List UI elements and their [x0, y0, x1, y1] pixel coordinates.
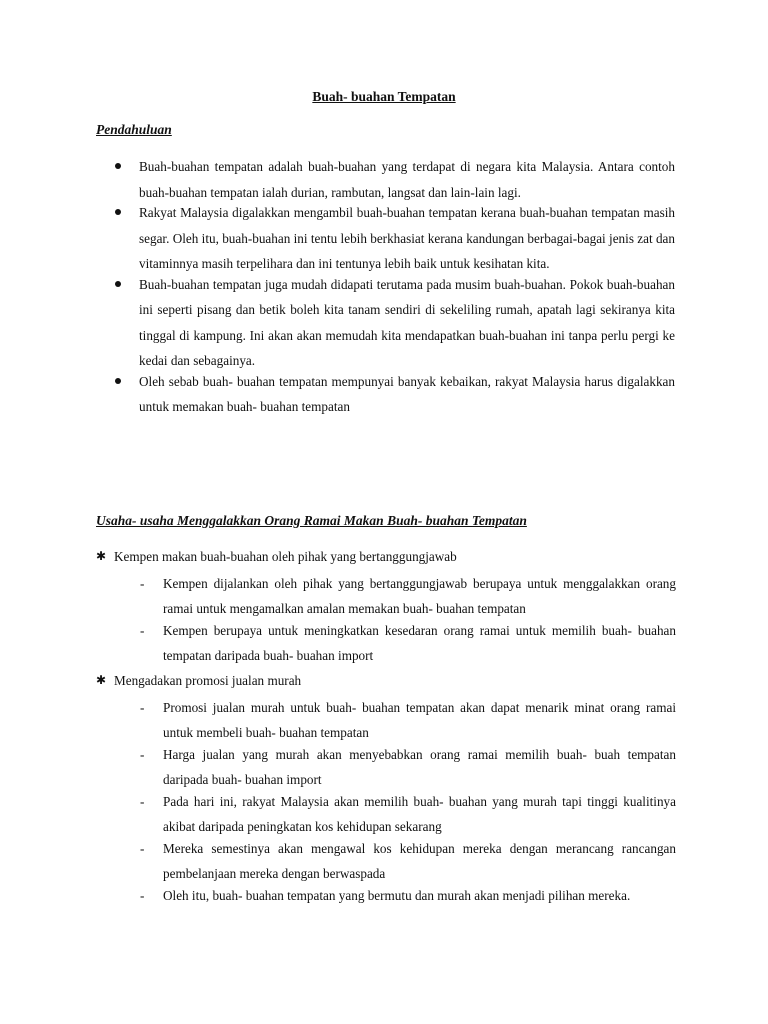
dash-bullet: -: [140, 888, 145, 903]
list-item: [140, 742, 676, 792]
dash-bullet: -: [140, 623, 145, 638]
intro-item: Buah-buahan tempatan adalah buah-buahan yang terdapat di negara kita Malaysia. Antara contoh buah-buahan tempatan ialah durian, rambutan, langsat dan lain-lain lagi.: [112, 154, 675, 205]
list-item: [140, 571, 676, 621]
list-item: [140, 789, 676, 839]
point-list: [140, 571, 676, 668]
star-bullet-icon: ✱: [96, 549, 107, 563]
point-text: Pada hari ini, rakyat Malaysia akan memilih buah- buahan yang murah tapi tinggi kualitinya akibat daripada peningkatan kos kehidupan sekarang: [163, 794, 676, 834]
dash-bullet: -: [140, 700, 145, 715]
list-item: [140, 695, 676, 745]
point-text: Kempen dijalankan oleh pihak yang bertanggungjawab berupaya untuk menggalakkan orang ramai untuk mengamalkan amalan memakan buah- buahan tempatan: [163, 576, 676, 616]
point-text: Mereka semestinya akan mengawal kos kehidupan mereka dengan merancang rancangan pembelanjaan mereka dengan berwaspada: [163, 841, 676, 881]
intro-heading: Pendahuluan: [96, 122, 172, 137]
dash-bullet: -: [140, 576, 145, 591]
dash-bullet: -: [140, 841, 145, 856]
point-text: Promosi jualan murah untuk buah- buahan tempatan akan dapat menarik minat orang ramai untuk membeli buah- buahan tempatan: [163, 700, 676, 740]
usaha-heading: Usaha- usaha Menggalakkan Orang Ramai Makan Buah- buahan Tempatan: [96, 513, 527, 528]
point-list: [140, 695, 676, 908]
list-item: [140, 883, 676, 908]
list-item: [140, 618, 676, 668]
dash-bullet: -: [140, 794, 145, 809]
document-title: Buah- buahan Tempatan: [312, 89, 456, 104]
intro-item: Rakyat Malaysia digalakkan mengambil buah-buahan tempatan kerana buah-buahan tempatan masih segar. Oleh itu, buah-buahan ini tentu lebih berkhasiat kerana kandungan berbagai-bagai jenis zat dan vitaminnya masih terpelihara dan ini tentunya lebih baik untuk kesihatan kita.: [112, 200, 675, 277]
section-item: [96, 669, 676, 693]
list-item: [140, 836, 676, 886]
intro-item: Oleh sebab buah- buahan tempatan mempunyai banyak kebaikan, rakyat Malaysia harus digalakkan untuk memakan buah- buahan tempatan: [112, 369, 675, 420]
section-label: Mengadakan promosi jualan murah: [114, 673, 302, 688]
point-text: Oleh itu, buah- buahan tempatan yang bermutu dan murah akan menjadi pilihan mereka.: [163, 888, 631, 903]
section-item: [96, 545, 676, 569]
point-text: Kempen berupaya untuk meningkatkan kesedaran orang ramai untuk memilih buah- buahan tempatan daripada buah- buahan import: [163, 623, 676, 663]
usaha-section: [96, 545, 676, 909]
intro-list: [112, 154, 675, 415]
intro-item: Buah-buahan tempatan juga mudah didapati terutama pada musim buah-buahan. Pokok buah-buahan ini seperti pisang dan betik boleh kita tanam sendiri di sekeliling rumah, apatah lagi sekiranya kita tinggal di kampung. Ini akan akan memudah kita mendapatkan buah-buahan ini tanpa perlu pergi ke kedai dan sebagainya.: [112, 272, 675, 374]
point-text: Harga jualan yang murah akan menyebabkan orang ramai memilih buah- buah tempatan daripada buah- buahan import: [163, 747, 676, 787]
dash-bullet: -: [140, 747, 145, 762]
section-label: Kempen makan buah-buahan oleh pihak yang bertanggungjawab: [114, 549, 457, 564]
star-bullet-icon: ✱: [96, 673, 107, 687]
